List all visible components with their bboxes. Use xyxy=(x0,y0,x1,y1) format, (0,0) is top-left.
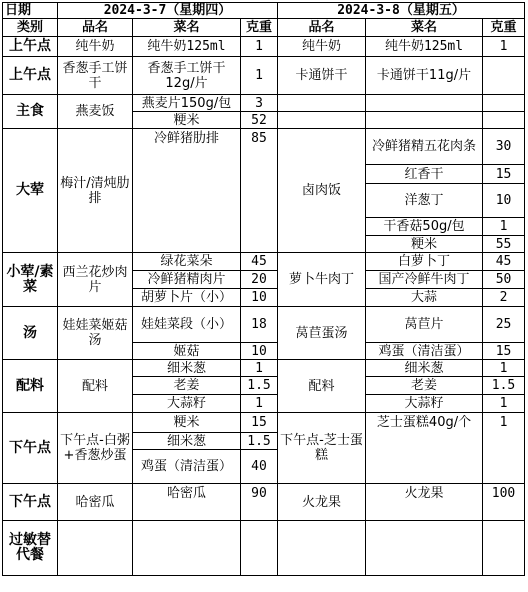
item-cell: 白萝卜丁 xyxy=(366,253,483,271)
weight-cell: 45 xyxy=(241,253,278,271)
category-cell: 配料 xyxy=(3,360,58,413)
weight-cell: 20 xyxy=(241,271,278,289)
dish-cell: 纯牛奶 xyxy=(58,37,133,57)
day2-date: 2024-3-8（星期五） xyxy=(278,3,525,19)
category-cell: 上午点 xyxy=(3,57,58,95)
item-cell: 老姜 xyxy=(133,377,241,395)
table-row xyxy=(3,484,525,521)
dish-cell: 梅汁/清炖肋排 xyxy=(58,129,133,253)
dish-cell: 西兰花炒肉片 xyxy=(58,253,133,307)
item-cell: 芝士蛋糕40g/个 xyxy=(366,413,483,484)
dish-cell: 萝卜牛肉丁 xyxy=(278,253,366,307)
category-cell: 主食 xyxy=(3,95,58,129)
weight-cell: 1.5 xyxy=(241,433,278,450)
table-row xyxy=(3,413,525,433)
item-cell: 娃娃菜段（小） xyxy=(133,307,241,343)
item-cell: 干香菇50g/包 xyxy=(366,218,483,236)
weight-cell: 15 xyxy=(483,165,525,184)
weight-cell xyxy=(483,95,525,112)
item-cell: 卡通饼干11g/片 xyxy=(366,57,483,95)
weight-cell: 15 xyxy=(483,343,525,360)
category-cell: 小荤/素菜 xyxy=(3,253,58,307)
dish-cell xyxy=(58,521,133,576)
weight-cell: 90 xyxy=(241,484,278,521)
dish-cell: 燕麦饭 xyxy=(58,95,133,129)
table-row xyxy=(3,307,525,343)
weight-cell: 1 xyxy=(241,57,278,95)
dish-cell xyxy=(278,95,366,112)
weight-cell: 40 xyxy=(241,450,278,484)
item-cell: 细米葱 xyxy=(366,360,483,377)
table-row xyxy=(3,253,525,271)
item-cell: 姬菇 xyxy=(133,343,241,360)
category-cell: 过敏替代餐 xyxy=(3,521,58,576)
weight-cell xyxy=(241,521,278,576)
weight-cell: 1 xyxy=(241,395,278,413)
category-cell: 大荤 xyxy=(3,129,58,253)
day2-dish-header: 品名 xyxy=(278,19,366,37)
table-row xyxy=(3,360,525,377)
weight-cell: 1.5 xyxy=(483,377,525,395)
weight-cell xyxy=(483,57,525,95)
day2-item-header: 菜名 xyxy=(366,19,483,37)
category-cell: 下午点 xyxy=(3,413,58,484)
dish-cell: 卤肉饭 xyxy=(278,129,366,253)
item-cell: 燕麦片150g/包 xyxy=(133,95,241,112)
weight-cell: 1.5 xyxy=(241,377,278,395)
table-row xyxy=(3,57,525,95)
weight-cell: 52 xyxy=(241,112,278,129)
weight-cell: 1 xyxy=(483,360,525,377)
item-cell: 粳米 xyxy=(133,112,241,129)
weight-cell: 55 xyxy=(483,236,525,253)
menu-table xyxy=(2,2,525,576)
item-cell: 鸡蛋（清洁蛋） xyxy=(133,450,241,484)
dish-cell: 下午点-白粥+香葱炒蛋 xyxy=(58,413,133,484)
item-cell: 大蒜籽 xyxy=(366,395,483,413)
weight-cell: 1 xyxy=(241,37,278,57)
item-cell xyxy=(366,521,483,576)
dish-cell: 娃娃菜姬菇汤 xyxy=(58,307,133,360)
item-cell: 莴苣片 xyxy=(366,307,483,343)
table-row xyxy=(3,521,525,576)
date-label: 日期 xyxy=(3,3,58,19)
category-cell: 汤 xyxy=(3,307,58,360)
day1-date: 2024-3-7（星期四） xyxy=(58,3,278,19)
category-label: 类别 xyxy=(3,19,58,37)
weight-cell: 1 xyxy=(241,360,278,377)
weight-cell: 10 xyxy=(483,184,525,218)
table-row xyxy=(3,37,525,57)
dish-cell: 莴苣蛋汤 xyxy=(278,307,366,360)
weight-cell: 1 xyxy=(483,218,525,236)
weight-cell: 18 xyxy=(241,307,278,343)
item-cell: 洋葱丁 xyxy=(366,184,483,218)
dish-cell: 火龙果 xyxy=(278,484,366,521)
dish-cell: 下午点-芝士蛋糕 xyxy=(278,413,366,484)
dish-cell: 配料 xyxy=(278,360,366,413)
item-cell: 细米葱 xyxy=(133,360,241,377)
dish-cell xyxy=(278,112,366,129)
category-cell: 上午点 xyxy=(3,37,58,57)
day1-item-header: 菜名 xyxy=(133,19,241,37)
item-cell xyxy=(366,95,483,112)
table-row xyxy=(3,129,525,165)
item-cell: 大蒜籽 xyxy=(133,395,241,413)
dish-cell: 香葱手工饼干 xyxy=(58,57,133,95)
item-cell: 冷鲜猪精五花肉条 xyxy=(366,129,483,165)
weight-cell: 3 xyxy=(241,95,278,112)
weight-cell: 100 xyxy=(483,484,525,521)
day1-dish-header: 品名 xyxy=(58,19,133,37)
weight-cell: 1 xyxy=(483,395,525,413)
dish-cell xyxy=(278,521,366,576)
weight-cell xyxy=(483,521,525,576)
item-cell: 纯牛奶125ml xyxy=(133,37,241,57)
weight-cell: 50 xyxy=(483,271,525,289)
weight-cell xyxy=(483,112,525,129)
weight-cell: 15 xyxy=(241,413,278,433)
item-cell: 绿花菜朵 xyxy=(133,253,241,271)
dish-cell: 哈密瓜 xyxy=(58,484,133,521)
item-cell: 香葱手工饼干12g/片 xyxy=(133,57,241,95)
item-cell: 粳米 xyxy=(133,413,241,433)
weight-cell: 30 xyxy=(483,129,525,165)
item-cell: 胡萝卜片（小） xyxy=(133,289,241,307)
day1-weight-header: 克重 xyxy=(241,19,278,37)
weight-cell: 10 xyxy=(241,289,278,307)
weight-cell: 2 xyxy=(483,289,525,307)
item-cell: 老姜 xyxy=(366,377,483,395)
weight-cell: 25 xyxy=(483,307,525,343)
item-cell: 细米葱 xyxy=(133,433,241,450)
table-row xyxy=(3,95,525,112)
item-cell: 哈密瓜 xyxy=(133,484,241,521)
item-cell: 鸡蛋（清洁蛋） xyxy=(366,343,483,360)
category-cell: 下午点 xyxy=(3,484,58,521)
weight-cell: 45 xyxy=(483,253,525,271)
item-cell: 大蒜 xyxy=(366,289,483,307)
weight-cell: 85 xyxy=(241,129,278,253)
dish-cell: 配料 xyxy=(58,360,133,413)
item-cell: 国产冷鲜牛肉丁 xyxy=(366,271,483,289)
weight-cell: 1 xyxy=(483,37,525,57)
item-cell: 冷鲜猪精肉片 xyxy=(133,271,241,289)
dish-cell: 卡通饼干 xyxy=(278,57,366,95)
item-cell: 红香干 xyxy=(366,165,483,184)
item-cell xyxy=(366,112,483,129)
day2-weight-header: 克重 xyxy=(483,19,525,37)
weight-cell: 1 xyxy=(483,413,525,484)
item-cell: 冷鲜猪肋排 xyxy=(133,129,241,253)
item-cell: 火龙果 xyxy=(366,484,483,521)
item-cell: 粳米 xyxy=(366,236,483,253)
item-cell: 纯牛奶125ml xyxy=(366,37,483,57)
dish-cell: 纯牛奶 xyxy=(278,37,366,57)
item-cell xyxy=(133,521,241,576)
weight-cell: 10 xyxy=(241,343,278,360)
